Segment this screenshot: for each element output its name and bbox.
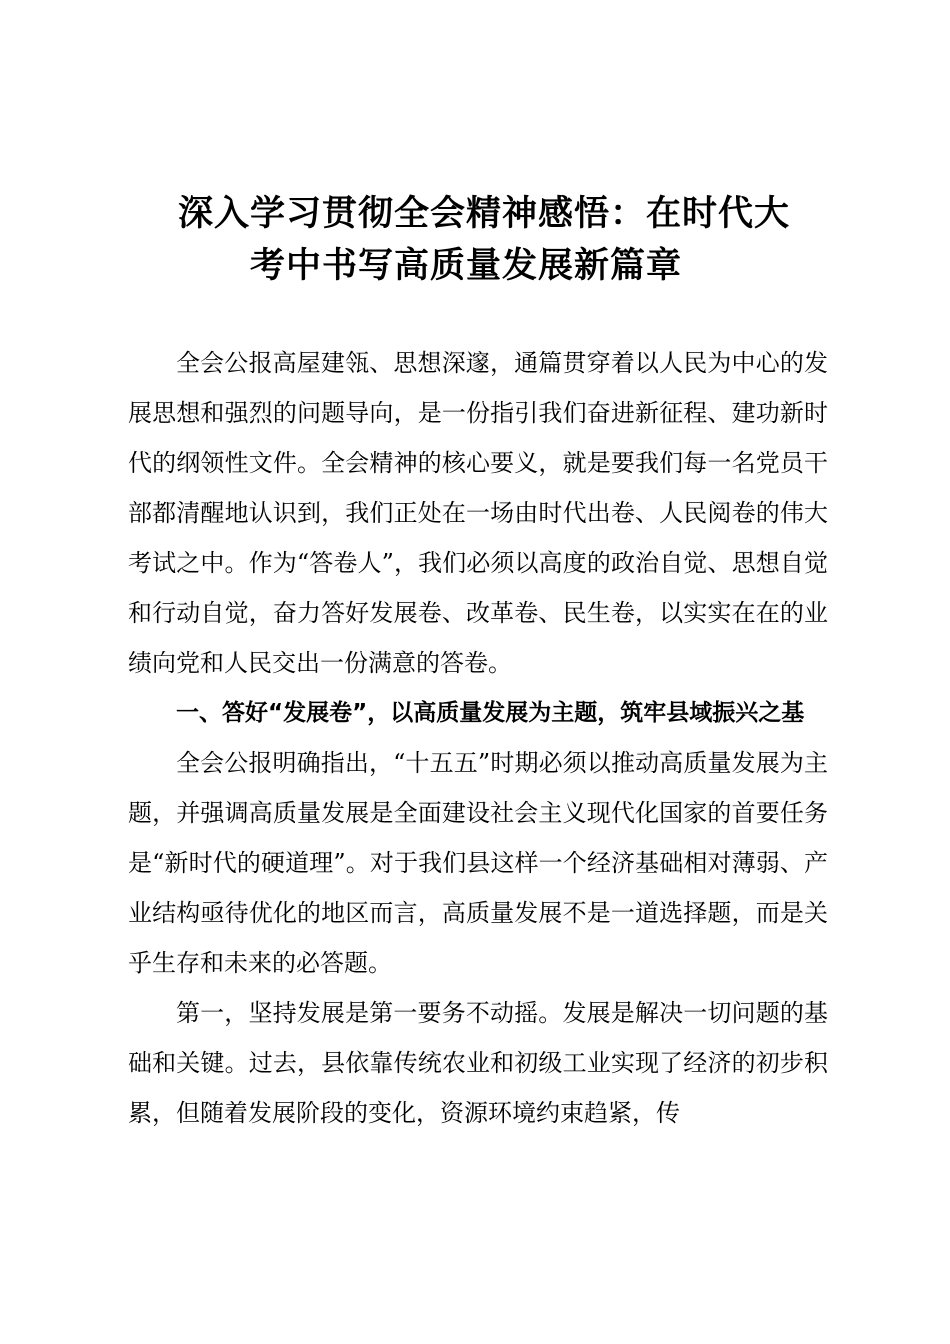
document-title bbox=[120, 188, 880, 292]
title-line-2: 考中书写高质量发展新篇章 bbox=[250, 246, 683, 286]
document-body bbox=[128, 338, 828, 1138]
paragraph-development: 全会公报明确指出，“十五五”时期必须以推动高质量发展为主题，并强调高质量发展是全面建设社会主义现代化国家的首要任务是“新时代的硬道理”。对于我们县这样一个经济基础相对薄弱、产业结构亟待优化的地区而言，高质量发展不是一道选择题，而是关乎生存和未来的必答题。 bbox=[128, 749, 828, 977]
title-line-1: 深入学习贯彻全会精神感悟：在时代大 bbox=[178, 194, 791, 234]
paragraph-intro: 全会公报高屋建瓴、思想深邃，通篇贯穿着以人民为中心的发展思想和强烈的问题导向，是一份指引我们奋进新征程、建功新时代的纲领性文件。全会精神的核心要义，就是要我们每一名党员干部都清醒地认识到，我们正处在一场由时代出卷、人民阅卷的伟大考试之中。作为“答卷人”，我们必须以高度的政治自觉、思想自觉和行动自觉，奋力答好发展卷、改革卷、民生卷，以实实在在的业绩向党和人民交出一份满意的答卷。 bbox=[128, 349, 828, 677]
paragraph-first-point: 第一，坚持发展是第一要务不动摇。发展是解决一切问题的基础和关键。过去，县依靠传统农业和初级工业实现了经济的初步积累，但随着发展阶段的变化，资源环境约束趋紧，传 bbox=[128, 999, 828, 1127]
section-heading-1: 一、答好“发展卷”，以高质量发展为主题，筑牢县域振兴之基 bbox=[176, 700, 805, 726]
